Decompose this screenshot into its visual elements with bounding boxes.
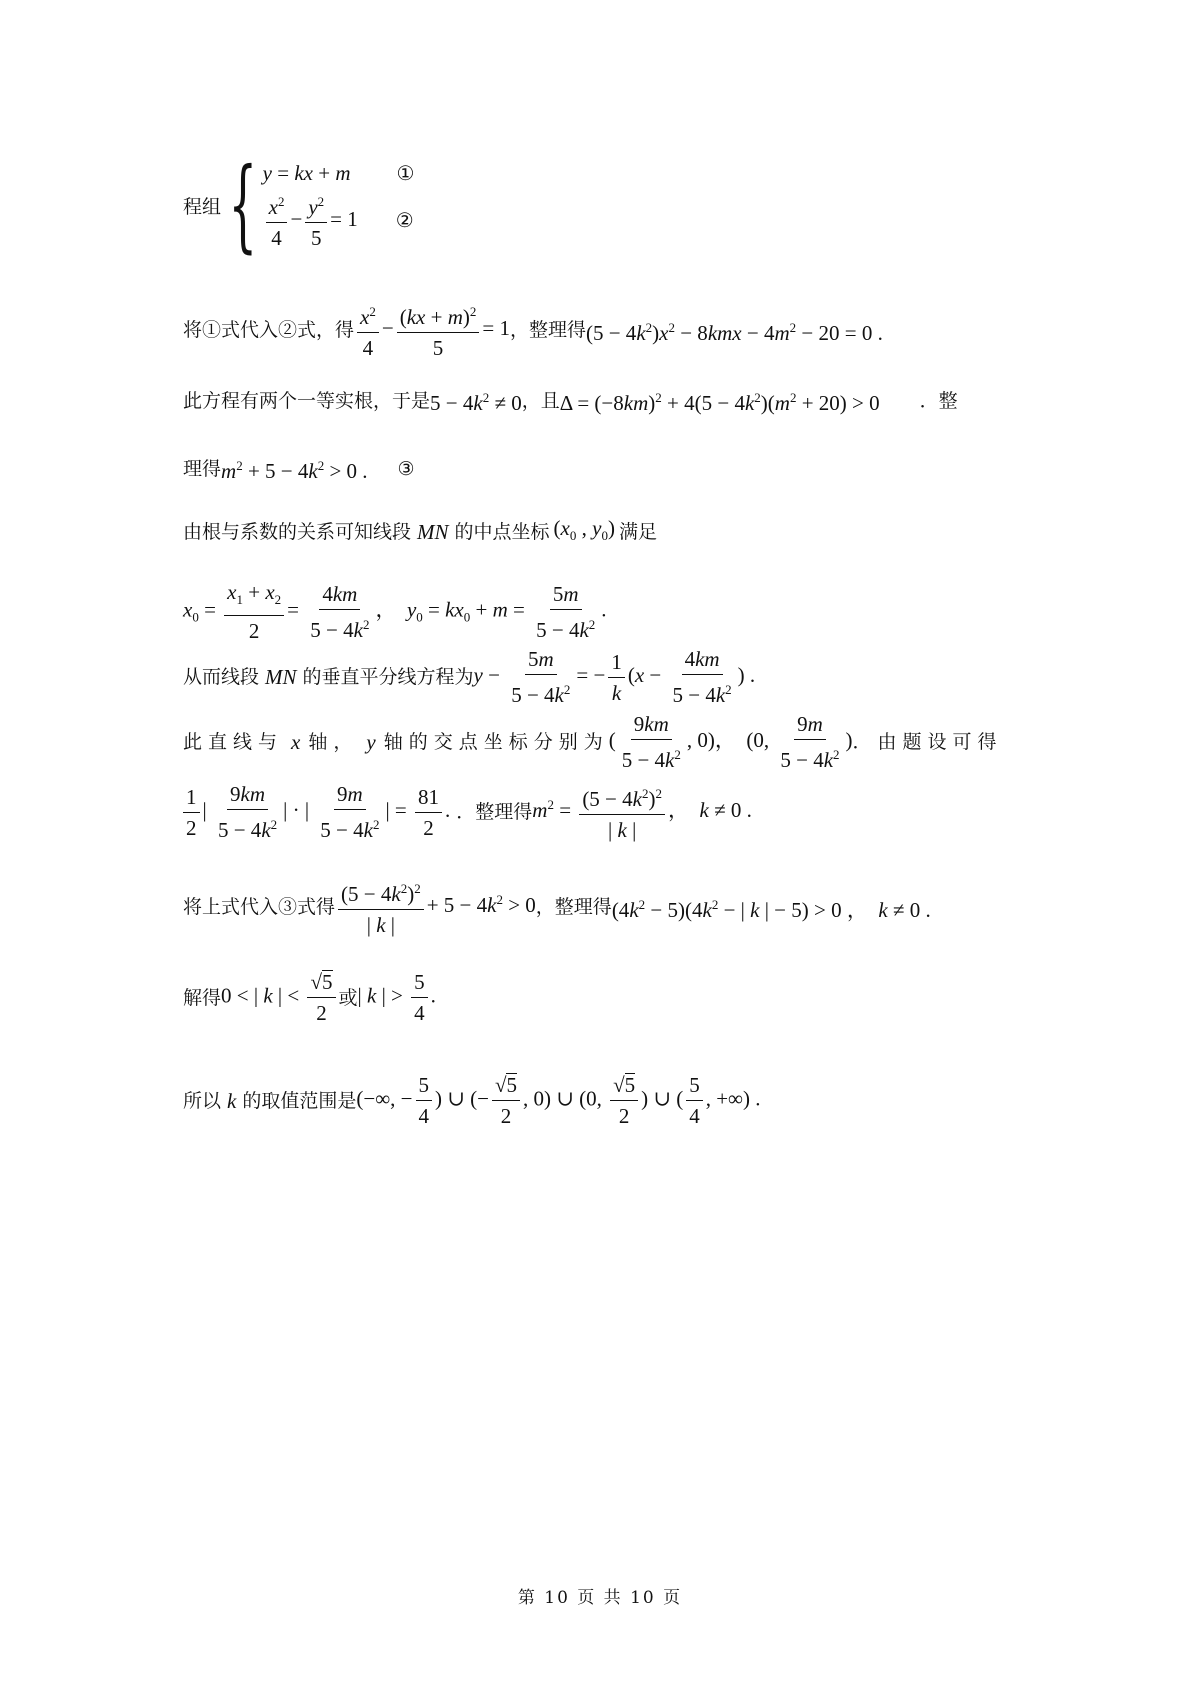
page-footer: 第 10 页 共 10 页 bbox=[517, 1588, 683, 1608]
text-satisfy: 满足 bbox=[618, 521, 657, 544]
line-range: 所以 k 的取值范围是 (−∞, − $\frac{5}{4}$ ) ∪ (− √ 5 2 , 0) ∪ (0, √ 5 2 ) ∪ ( $\frac{5}{4}$ , +∞) . bbox=[183, 1073, 761, 1128]
system-rows bbox=[263, 161, 415, 250]
text-substitute-3: 将上式代入③式得 bbox=[183, 896, 336, 918]
text-zheng: ．整 bbox=[919, 389, 958, 412]
equation-system bbox=[183, 146, 415, 263]
text-by-given: ．由题设可得 bbox=[852, 731, 1003, 753]
text-rearrange: ，整理得 bbox=[509, 319, 586, 341]
line-substitute-3: 将上式代入③式得 $\frac{(5 - 4k^2)^2}{| k |}$ + $5 - 4k^2 > 0$ ，整理得 $(4k^2 - 5)(4k^2$ − | k | − 5) > 0 ， k ≠ 0 . bbox=[183, 877, 1053, 937]
text-rearrange-2: ，整理得 bbox=[535, 896, 612, 918]
text-or: 或 bbox=[338, 986, 358, 1009]
text-substitute: 将①式代入②式，得 bbox=[183, 319, 355, 341]
line-condition-3: 理得 $m^2 + 5 - 4k^2 > 0$ . ③ bbox=[183, 457, 415, 483]
text-and: ，且 bbox=[521, 389, 560, 412]
text-therefore: 所以 bbox=[183, 1089, 222, 1112]
line-bisector: 从而线段 MN 的垂直平分线方程为 y − $\frac{5m}{5 - 4k^2}$ = − $\frac{1}{k}$ (x − $\frac{4km}{5 - 4k^2}$ ) . bbox=[183, 647, 756, 707]
brace: { bbox=[228, 146, 258, 263]
system-row-2: $\frac{x^2}{4}$ − $\frac{y^2}{5}$ = 1 ② bbox=[263, 190, 415, 250]
system-label: 程组 bbox=[183, 195, 222, 218]
text-midpoint: 的中点坐标 bbox=[454, 521, 550, 544]
text-two-roots: 此方程有两个一等实根，于是 bbox=[183, 389, 431, 412]
eq2-mark: ② bbox=[395, 207, 414, 232]
text-solve: 解得 bbox=[183, 986, 222, 1009]
line-midpoint-intro: 由根与系数的关系可知线段 MN 的中点坐标 ($x_0$ , $y_0$) 满足 bbox=[183, 516, 657, 545]
line-discriminant: 此方程有两个一等实根，于是 $5 - 4k^2 \ne 0$ ，且 $\Delta = (-8km)^2 + 4(5 - 4k^2)(m^2 + 20) > 0$ ．整 bbox=[183, 389, 958, 415]
text-lide: 理得 bbox=[183, 457, 222, 480]
text-thus: 从而线段 bbox=[183, 666, 260, 688]
text-range: 的取值范围是 bbox=[242, 1089, 357, 1112]
system-row-1: y = kx + m ① bbox=[262, 160, 415, 185]
text-intercepts: 轴的交点坐标分别为 bbox=[383, 731, 609, 753]
line-area: $\frac{1}{2}$ | $\frac{9km}{5 - 4k^2}$ | · | $\frac{9m}{5 - 4k^2}$ | = $\frac{81}{2}$ . ．整理得 $m^2$ = $\frac{(5 - 4k^2)^2}{| k |}$ ， k ≠ 0 . bbox=[183, 782, 1053, 842]
line-midpoint-formula: $x_0$ = $\frac{x_1 + x_2}{2}$ = $\frac{4km}{5 - 4k^2}$ ， $y_0 = kx_0 + m$ = $\frac{5m}{5 - 4k^2}$ . bbox=[183, 580, 607, 644]
text-axis: 轴， bbox=[308, 731, 359, 753]
line-substitute: 将①式代入②式，得 $\frac{x^2}{4}$ − $\frac{(kx + m)^2}{5}$ = 1 ，整理得 $(5 - 4k^2)x^2 - 8kmx - 4m^2 - 20 = 0$ . bbox=[183, 300, 1053, 360]
text-vieta: 由根与系数的关系可知线段 bbox=[183, 521, 412, 544]
line-intercepts: 此直线与 x 轴， y 轴的交点坐标分别为 ( $\frac{9km}{5 - 4k^2}$ , 0)， (0, $\frac{9m}{5 - 4k^2}$ ) ．由题设可得 bbox=[183, 712, 1003, 772]
text-bisector: 的垂直平分线方程为 bbox=[302, 666, 474, 688]
eq3-mark: ③ bbox=[397, 457, 415, 480]
line-solution: 解得 0 < | k | < √ 5 2 或 | k | > $\frac{5}{4}$ . bbox=[183, 970, 436, 1025]
text-simplify: ．整理得 bbox=[456, 801, 533, 823]
eq1-mark: ① bbox=[396, 161, 415, 185]
text-this-line: 此直线与 bbox=[183, 731, 284, 753]
